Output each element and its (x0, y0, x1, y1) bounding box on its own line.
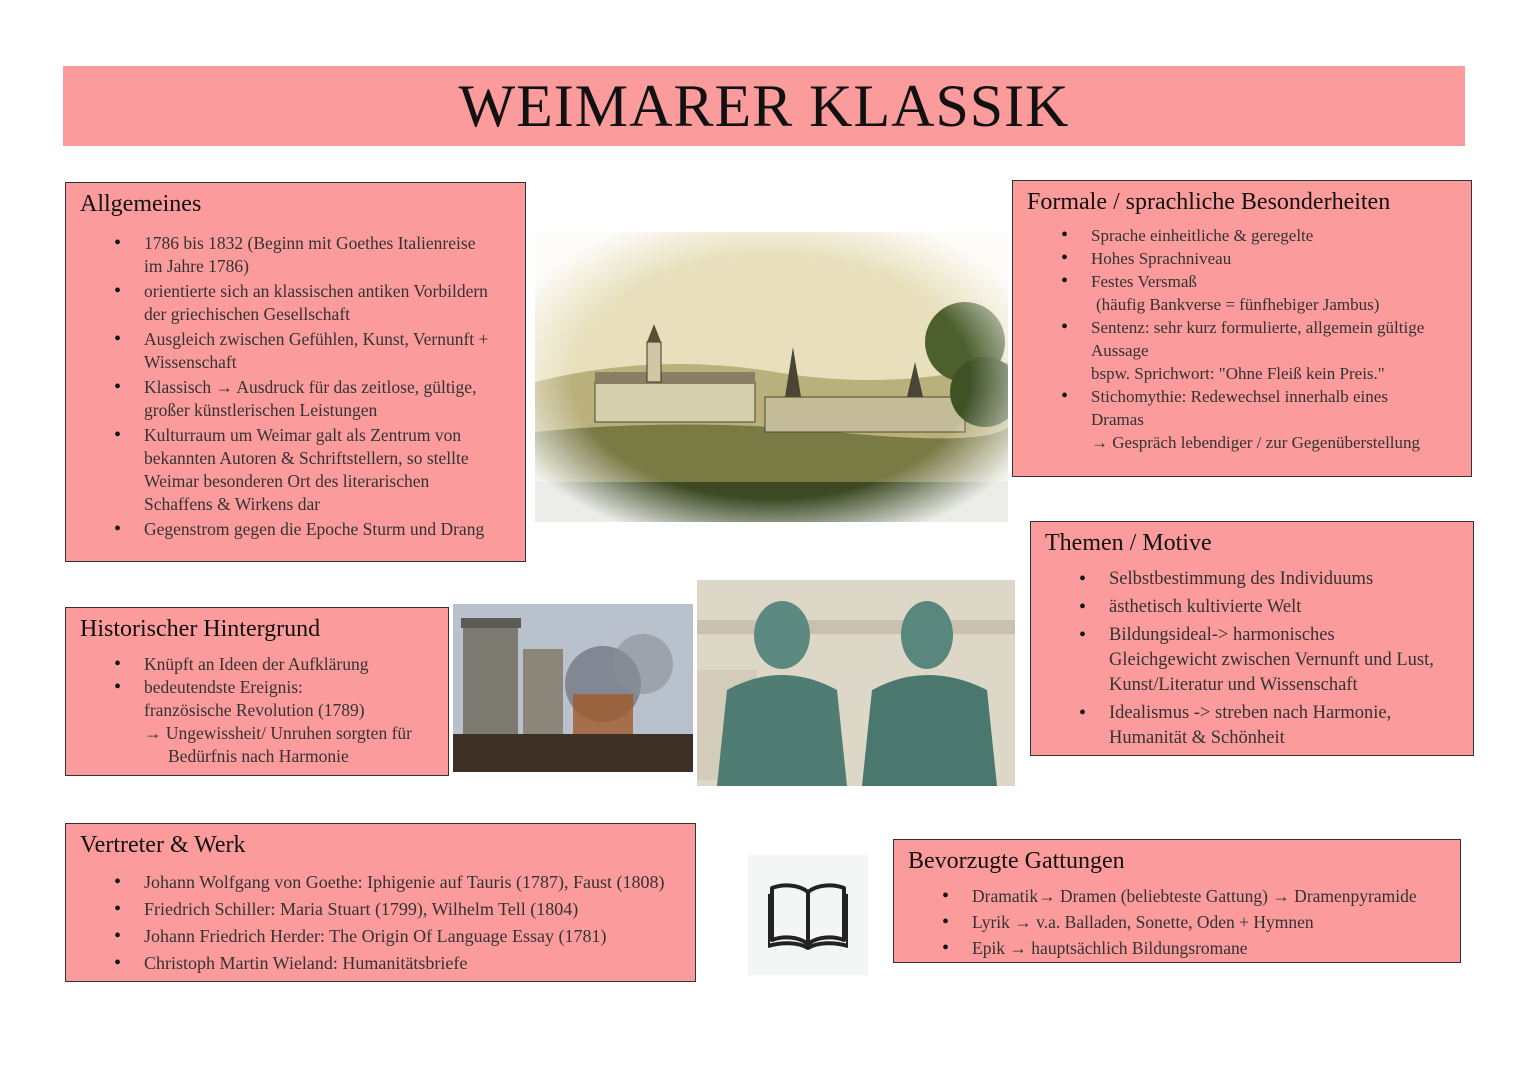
list-item: • Ausgleich zwischen Gefühlen, Kunst, Vernunft + Wissenschaft (144, 328, 501, 374)
formale-list (1027, 224, 1457, 454)
list-item: • Johann Friedrich Herder: The Origin Of Language Essay (1781) (144, 923, 681, 950)
list-item: • orientierte sich an klassischen antiken Vorbildern der griechischen Gesellschaft (144, 280, 501, 326)
list-item: • Festes Versmaß (häufig Bankverse = fünfhebiger Jambus) (1091, 270, 1457, 316)
themen-list (1045, 567, 1459, 751)
allgemeines-list (80, 232, 511, 541)
page-title: WEIMARER KLASSIK (458, 72, 1070, 139)
goethe-schiller-statue-image (697, 580, 1015, 786)
bevorzugte-gattungen-box (893, 839, 1461, 963)
list-item: • 1786 bis 1832 (Beginn mit Goethes Italienreise im Jahre 1786) (144, 232, 501, 278)
vertreter-werk-box (65, 823, 696, 982)
list-item: • Johann Wolfgang von Goethe: Iphigenie auf Tauris (1787), Faust (1808) (144, 869, 681, 896)
list-item: • Epik → hauptsächlich Bildungsromane (972, 935, 1446, 961)
statue-illustration (697, 580, 1015, 786)
list-item: • Sentenz: sehr kurz formulierte, allgemein gültige Aussage bspw. Sprichwort: "Ohne Fleiß kein Preis." (1091, 316, 1457, 385)
gattungen-list (908, 883, 1446, 961)
list-item: • Dramatik→ Dramen (beliebteste Gattung) → Dramenpyramide (972, 883, 1446, 909)
list-item: • Gegenstrom gegen die Epoche Sturm und Drang (144, 518, 501, 541)
open-book-icon (768, 880, 848, 950)
historisch-list (80, 653, 434, 768)
vertreter-heading: Vertreter & Werk (80, 832, 246, 858)
list-item: • Christoph Martin Wieland: Humanitätsbriefe (144, 950, 681, 977)
french-revolution-image (453, 604, 693, 772)
gattungen-heading: Bevorzugte Gattungen (908, 848, 1125, 874)
list-item: • Hohes Sprachniveau (1091, 247, 1457, 270)
allgemeines-box (65, 182, 526, 562)
list-item: • Knüpft an Ideen der Aufklärung (144, 653, 434, 676)
allgemeines-heading: Allgemeines (80, 191, 202, 217)
title-banner (63, 66, 1465, 146)
book-icon-panel (748, 855, 868, 975)
formale-besonderheiten-box (1012, 180, 1472, 477)
list-item: • bedeutendste Ereignis: französische Revolution (1789) → Ungewissheit/ Unruhen sorgten für Bedürfnis nach Harmonie (144, 676, 434, 768)
list-item: • Bildungsideal-> harmonisches Gleichgewicht zwischen Vernunft und Lust, Kunst/Literatur und Wissenschaft (1109, 623, 1459, 698)
themen-heading: Themen / Motive (1045, 530, 1212, 556)
list-item: • Idealismus -> streben nach Harmonie, Humanität & Schönheit (1109, 701, 1459, 751)
historischer-hintergrund-box (65, 607, 449, 776)
list-item: • Sprache einheitliche & geregelte (1091, 224, 1457, 247)
themen-motive-box (1030, 521, 1474, 756)
list-item: • Friedrich Schiller: Maria Stuart (1799), Wilhelm Tell (1804) (144, 896, 681, 923)
bastille-illustration (453, 604, 693, 772)
vertreter-list (80, 869, 681, 977)
list-item: • Stichomythie: Redewechsel innerhalb eines Dramas → Gespräch lebendiger / zur Gegenüberstellung (1091, 385, 1457, 454)
weimar-town-image (535, 232, 1008, 522)
formale-heading: Formale / sprachliche Besonderheiten (1027, 189, 1391, 215)
historisch-heading: Historischer Hintergrund (80, 616, 321, 642)
list-item: • Lyrik → v.a. Balladen, Sonette, Oden + Hymnen (972, 909, 1446, 935)
list-item: • Selbstbestimmung des Individuums (1109, 567, 1459, 592)
list-item: • Klassisch → Ausdruck für das zeitlose, gültige, großer künstlerischen Leistungen (144, 376, 501, 422)
weimar-town-illustration (535, 232, 1008, 522)
list-item: • Kulturraum um Weimar galt als Zentrum von bekannten Autoren & Schriftstellern, so stellte Weimar besonderen Ort des literarischen Schaffens & Wirkens dar (144, 424, 501, 516)
list-item: • ästhetisch kultivierte Welt (1109, 595, 1459, 620)
